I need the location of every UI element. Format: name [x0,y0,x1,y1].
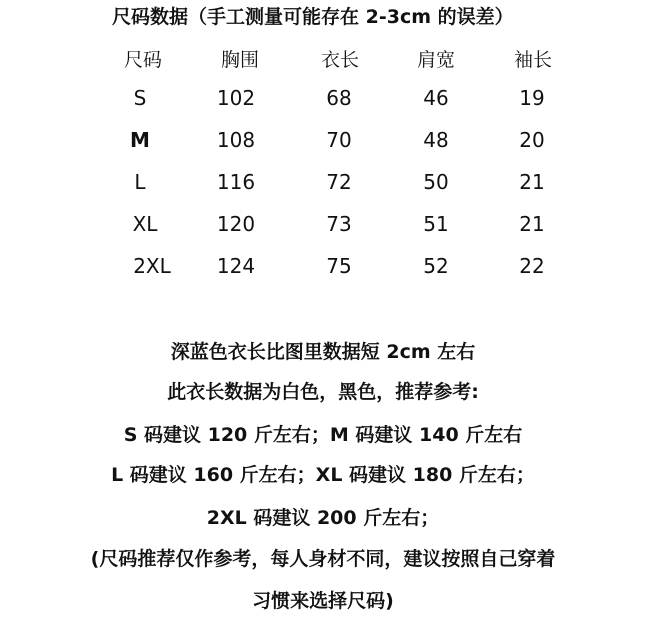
table-cell-sleeve: 19 [519,86,545,110]
note-line: (尺码推荐仅作参考，每人身材不同，建议按照自己穿着 [90,548,556,570]
table-cell-chest: 102 [216,86,256,110]
table-cell-sleeve: 22 [519,254,545,278]
table-header-sleeve: 袖长 [513,49,553,71]
table-cell-sleeve: 21 [519,212,545,236]
table-cell-shoulder: 52 [423,254,449,278]
table-header-size: 尺码 [123,49,163,71]
table-cell-chest: 116 [216,170,256,194]
table-header-shoulder: 肩宽 [416,49,456,71]
note-line: 深蓝色衣长比图里数据短 2cm 左右 [170,341,476,363]
table-cell-length: 72 [326,170,352,194]
table-cell-sleeve: 20 [519,128,545,152]
table-cell-chest: 120 [216,212,256,236]
table-header-chest: 胸围 [220,49,260,71]
table-cell-size: S [133,86,147,110]
table-cell-shoulder: 48 [423,128,449,152]
table-cell-shoulder: 46 [423,86,449,110]
table-cell-shoulder: 51 [423,212,449,236]
note-line: 习惯来选择尺码) [252,590,394,612]
table-cell-chest: 124 [216,254,256,278]
table-cell-length: 75 [326,254,352,278]
table-cell-size: M [130,128,150,152]
note-line: S 码建议 120 斤左右；M 码建议 140 斤左右 [123,424,523,446]
table-cell-size: XL [132,212,158,236]
note-line: 此衣长数据为白色，黑色，推荐参考: [167,381,479,403]
table-cell-size: 2XL [133,254,171,278]
table-cell-chest: 108 [216,128,256,152]
table-cell-length: 70 [326,128,352,152]
note-line: 2XL 码建议 200 斤左右； [206,507,440,529]
table-cell-length: 73 [326,212,352,236]
table-cell-shoulder: 50 [423,170,449,194]
table-cell-length: 68 [326,86,352,110]
page-title: 尺码数据（手工测量可能存在 2-3cm 的误差） [112,6,514,28]
table-cell-size: L [134,170,146,194]
note-line: L 码建议 160 斤左右；XL 码建议 180 斤左右； [111,464,535,486]
table-cell-sleeve: 21 [519,170,545,194]
table-header-length: 衣长 [320,49,360,71]
